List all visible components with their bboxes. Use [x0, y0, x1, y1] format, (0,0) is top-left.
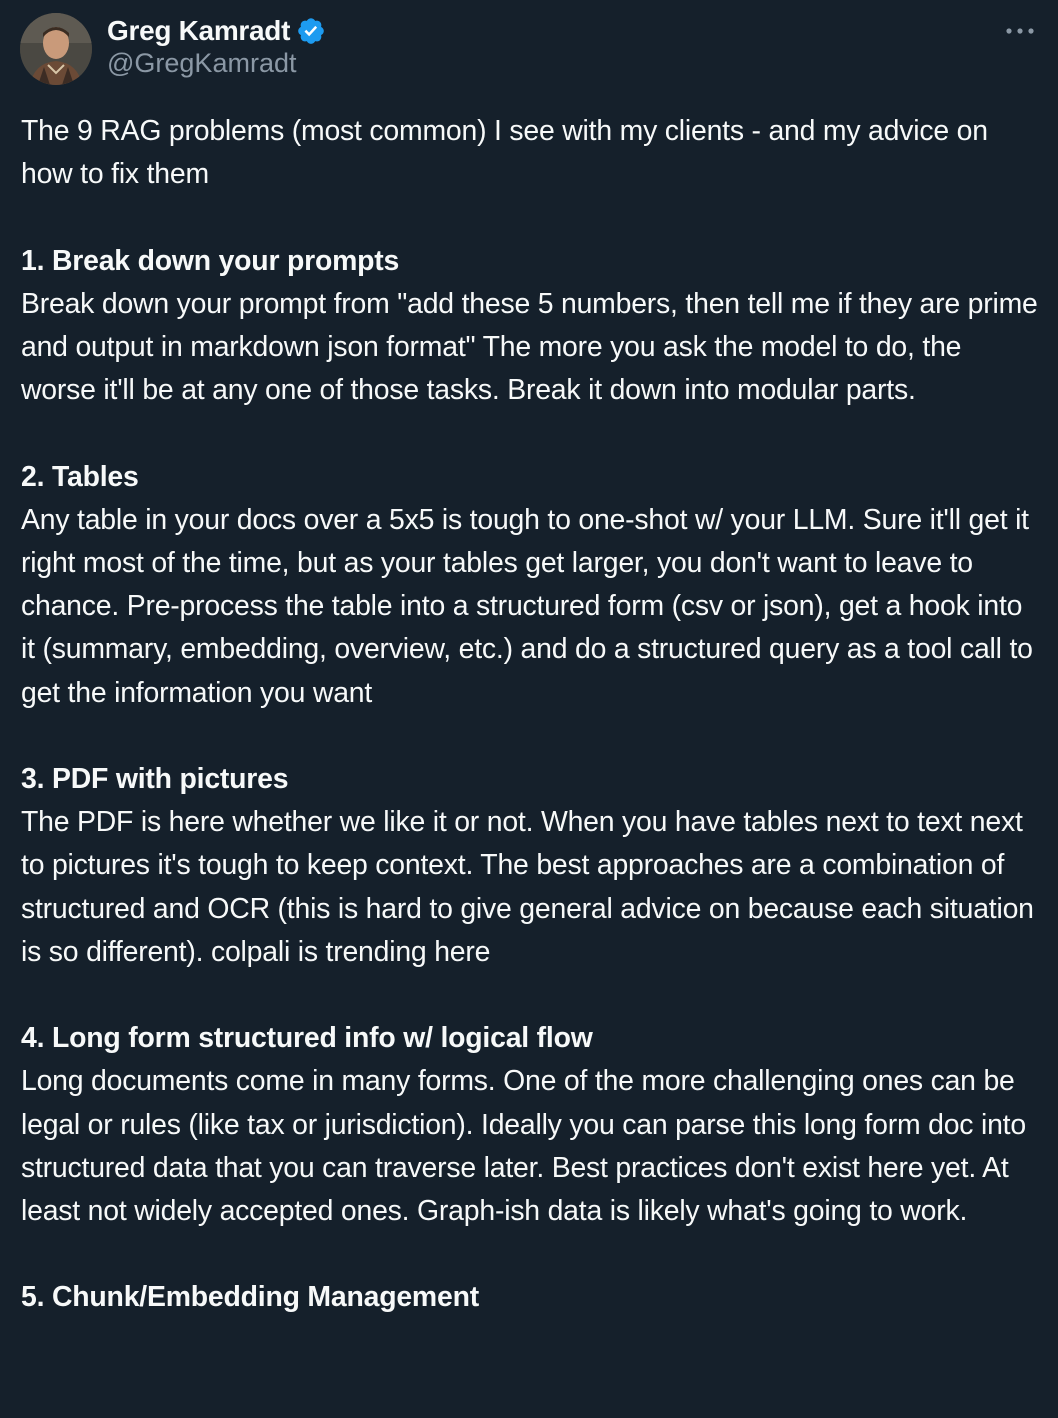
paragraph-gap [21, 974, 1041, 1017]
section-heading: 1. Break down your prompts [21, 244, 400, 277]
section-body: Long documents come in many forms. One of the more challenging ones can be legal or rules (like tax or jurisdiction). Ideally you can parse this long form doc into structured data that you can traverse later. Best practices don't exist here yet. At least not widely accepted ones. Graph-ish data is likely what's going to work. [21, 1065, 1026, 1228]
paragraph-gap [21, 1233, 1041, 1276]
avatar[interactable] [20, 13, 92, 85]
author-name[interactable]: Greg Kamradt [107, 15, 291, 46]
tweet-text [21, 110, 1041, 1320]
avatar-image [20, 13, 92, 85]
paragraph-gap [21, 196, 1041, 239]
author-handle[interactable]: @GregKamradt [107, 48, 297, 78]
tweet-intro: The 9 RAG problems (most common) I see with my clients - and my advice on how to fix them [21, 115, 988, 191]
tweet-header [0, 0, 1058, 100]
section-body: Break down your prompt from "add these 5 numbers, then tell me if they are prime and output in markdown json format" The more you ask the model to do, the worse it'll be at any one of those tasks. Break it down into modular parts. [21, 287, 1038, 407]
section-heading: 5. Chunk/Embedding Management [21, 1281, 479, 1314]
more-options-icon[interactable] [1002, 16, 1038, 46]
verified-badge-icon[interactable] [296, 16, 326, 46]
section-body: Any table in your docs over a 5x5 is tough to one-shot w/ your LLM. Sure it'll get it right most of the time, but as your tables get larger, you don't want to leave to chance. Pre-process the table into a structured form (csv or json), get a hook into it (summary, embedding, overview, etc.) and do a structured query as a tool call to get the information you want [21, 503, 1033, 709]
author-name-row [107, 13, 326, 49]
section-heading: 3. PDF with pictures [21, 763, 289, 795]
section-heading: 2. Tables [21, 460, 139, 493]
section-heading: 4. Long form structured info w/ logical flow [21, 1022, 593, 1055]
paragraph-gap [21, 715, 1041, 758]
section-body: The PDF is here whether we like it or not. When you have tables next to text next to pictures it's tough to keep context. The best approaches are a combination of structured and OCR (this is hard to give general advice on because each situation is so different). colpali is trending here [21, 806, 1034, 968]
paragraph-gap [21, 412, 1041, 455]
